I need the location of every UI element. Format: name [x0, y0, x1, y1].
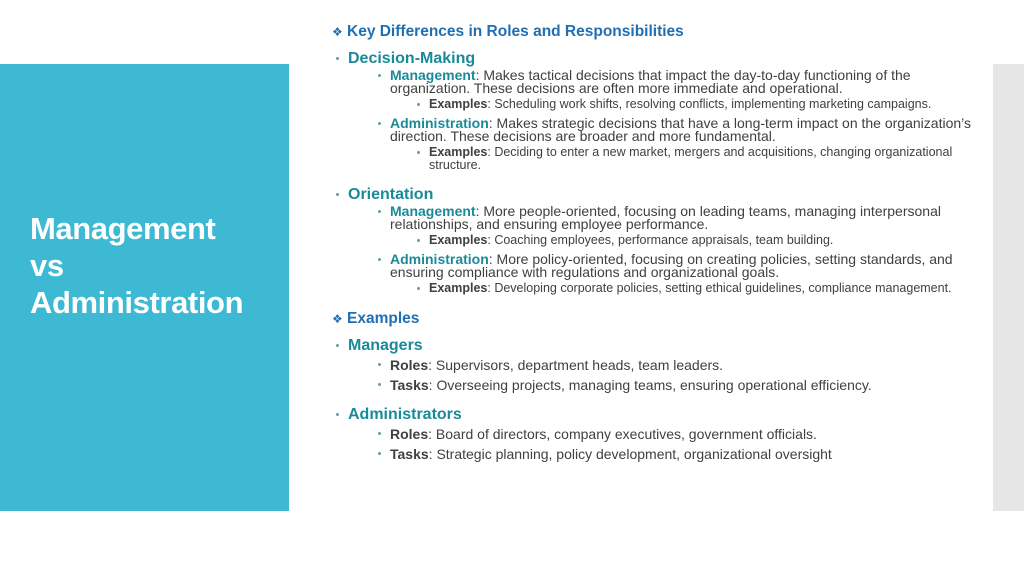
bullet-dot-icon	[378, 432, 381, 435]
bullet-dot-icon	[378, 363, 381, 366]
topic-administrators	[333, 406, 973, 424]
item-managers-roles	[333, 355, 973, 375]
item-label: Administration	[390, 115, 489, 131]
item-management-decision	[333, 69, 973, 95]
item-label: Administration	[390, 251, 489, 267]
bullet-dot-icon	[378, 383, 381, 386]
item-text: : More policy-oriented, focusing on creating policies, setting standards, and ensuring compliance with regulations and organizational goals.	[390, 251, 953, 280]
example-text: : Deciding to enter a new market, mergers and acquisitions, changing organizational structure.	[429, 145, 953, 172]
slide-title-line-2: vs	[30, 248, 64, 283]
item-text: : Supervisors, department heads, team leaders.	[428, 357, 724, 373]
slide-title-line-3: Administration	[30, 285, 244, 320]
example-administration-decision	[333, 146, 973, 172]
item-administrators-roles	[333, 424, 973, 444]
bullet-dot-icon	[378, 210, 381, 213]
example-management-orientation	[333, 234, 973, 247]
section-title: Examples	[347, 310, 420, 327]
section-heading-examples	[333, 309, 973, 329]
slide-title-line-1: Management	[30, 211, 216, 246]
bullet-dot-icon	[417, 103, 420, 106]
example-management-decision	[333, 98, 973, 111]
item-text: : Overseeing projects, managing teams, ensuring operational efficiency.	[428, 377, 872, 393]
bullet-dot-icon	[336, 344, 339, 347]
diamond-bullet-icon	[333, 314, 343, 324]
topic-heading: Managers	[348, 337, 423, 354]
bullet-dot-icon	[417, 287, 420, 290]
example-label: Examples	[429, 97, 488, 111]
item-text: : Strategic planning, policy development, organizational oversight	[428, 446, 832, 462]
item-management-orientation	[333, 205, 973, 231]
item-label: Management	[390, 203, 476, 219]
section-title: Key Differences in Roles and Responsibilities	[347, 23, 684, 40]
item-text: : Board of directors, company executives, government officials.	[428, 426, 817, 442]
topic-managers	[333, 337, 973, 355]
item-label: Roles	[390, 357, 429, 373]
bullet-dot-icon	[378, 74, 381, 77]
item-managers-tasks	[333, 375, 973, 395]
item-administration-orientation	[333, 253, 973, 279]
example-text: : Developing corporate policies, setting ethical guidelines, compliance management.	[487, 281, 952, 295]
item-text: : More people-oriented, focusing on leading teams, managing interpersonal relationships, and ensuring employee performance.	[390, 203, 941, 232]
side-strip	[993, 64, 1024, 511]
bullet-dot-icon	[417, 151, 420, 154]
bullet-dot-icon	[336, 413, 339, 416]
topic-orientation	[333, 186, 973, 204]
topic-heading: Administrators	[348, 406, 462, 423]
example-label: Examples	[429, 281, 488, 295]
section-heading-differences	[333, 22, 973, 42]
diamond-bullet-icon	[333, 27, 343, 37]
example-label: Examples	[429, 145, 488, 159]
example-text: : Scheduling work shifts, resolving conflicts, implementing marketing campaigns.	[487, 97, 932, 111]
bullet-dot-icon	[378, 452, 381, 455]
item-text: : Makes tactical decisions that impact the day-to-day functioning of the organization. These decisions are often more immediate and operational.	[390, 67, 911, 96]
slide-content	[333, 22, 973, 464]
item-administration-decision	[333, 117, 973, 143]
example-text: : Coaching employees, performance appraisals, team building.	[487, 233, 834, 247]
example-administration-orientation	[333, 282, 973, 295]
topic-decision-making	[333, 50, 973, 68]
item-label: Roles	[390, 426, 429, 442]
slide-title	[30, 210, 280, 321]
bullet-dot-icon	[336, 193, 339, 196]
item-label: Tasks	[390, 446, 429, 462]
example-label: Examples	[429, 233, 488, 247]
item-text: : Makes strategic decisions that have a long-term impact on the organization’s direction. These decisions are broader and more fundamental.	[390, 115, 971, 144]
bullet-dot-icon	[336, 57, 339, 60]
item-label: Management	[390, 67, 476, 83]
bullet-dot-icon	[378, 258, 381, 261]
item-administrators-tasks	[333, 444, 973, 464]
item-label: Tasks	[390, 377, 429, 393]
topic-heading: Decision-Making	[348, 50, 476, 67]
bullet-dot-icon	[417, 239, 420, 242]
bullet-dot-icon	[378, 122, 381, 125]
topic-heading: Orientation	[348, 186, 434, 203]
